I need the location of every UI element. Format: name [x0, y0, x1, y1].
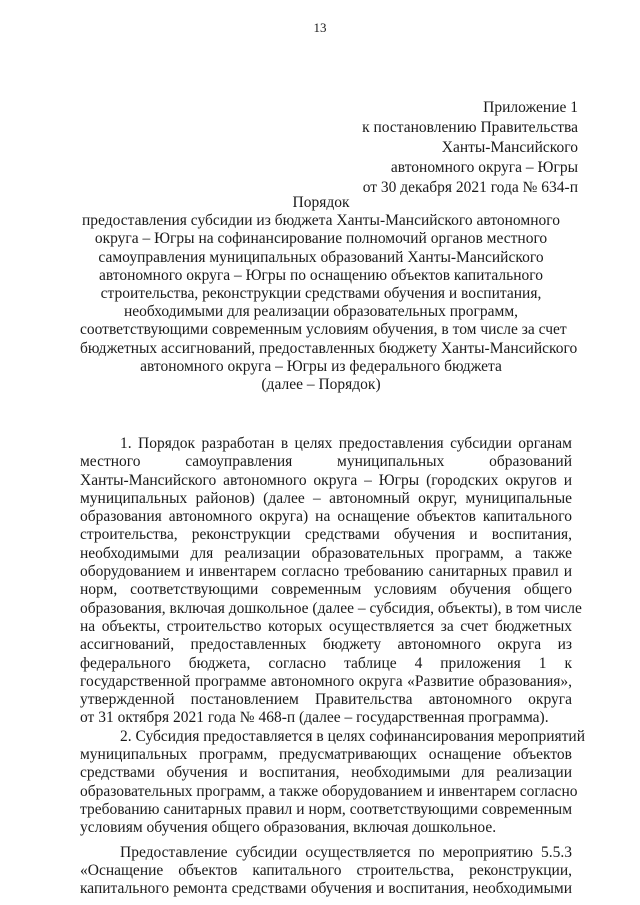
appendix-header — [298, 98, 578, 198]
text-line: образования, включая дошкольное (далее – субсидия, объекты), в том числе — [80, 599, 582, 617]
title-line: предоставления субсидии из бюджета Ханты-Мансийского автономного — [82, 212, 560, 230]
title-heading: Порядок — [292, 194, 350, 211]
text-line: федерального бюджета, согласно таблице 4 приложения 1 к — [80, 654, 572, 672]
text-line: местного самоуправления муниципальных образований — [80, 453, 572, 471]
paragraph-2 — [80, 727, 585, 838]
text-line: оборудованием и инвентарем согласно требованию санитарных правил и — [80, 563, 572, 581]
title-line: соответствующими современным условиям обучения, в том числе за счет — [80, 321, 567, 339]
text-line: образования автономного округа) на оснащение объектов капитального — [80, 508, 572, 526]
title-line: округа – Югры на софинансирование полномочий органов местного — [94, 230, 548, 248]
paragraph-3 — [80, 844, 572, 899]
document-body — [80, 435, 585, 898]
text-line: Предоставление субсидии осуществляется по мероприятию 5.5.3 — [120, 843, 572, 861]
text-line: государственной программе автономного округа «Развитие образования», — [80, 672, 572, 690]
page-number: 13 — [313, 20, 327, 35]
title-line: самоуправления муниципальных образований Ханты-Мансийского — [98, 248, 544, 266]
text-line: утвержденной постановлением Правительства автономного округа — [80, 691, 572, 709]
title-line: автономного округа – Югры по оснащению объектов капитального — [98, 266, 544, 284]
appendix-line: Приложение 1 — [483, 99, 578, 116]
title-line: (далее – Порядок) — [261, 376, 381, 394]
text-line: «Оснащение объектов капитального строительства, реконструкции, — [80, 861, 572, 879]
appendix-line: автономного округа – Югры — [390, 159, 578, 176]
text-line: средствами обучения и воспитания, необходимыми для реализации — [80, 764, 572, 782]
text-line: муниципальных программ, предусматривающих оснащение объектов — [80, 746, 572, 764]
text-line: норм, соответствующими современным условиям обучения общего — [80, 581, 572, 599]
text-line: необходимыми для реализации образовательных программ, а также — [80, 544, 572, 562]
text-line: ассигнований, предоставленных бюджету автономного округа из — [80, 636, 572, 654]
title-line: строительства, реконструкции средствами обучения и воспитания, — [100, 285, 542, 303]
text-line: образовательных программ, а также оборудованием и инвентарем согласно — [80, 782, 578, 800]
text-line: строительства, реконструкции средствами обучения и воспитания, — [80, 526, 572, 544]
appendix-line: от 30 декабря 2021 года № 634-п — [362, 179, 578, 196]
document-title — [80, 194, 578, 394]
text-line: 2. Субсидия предоставляется в целях софинансирования мероприятий — [120, 727, 585, 745]
text-line: Ханты-Мансийского автономного округа – Югры (городских округов и — [80, 471, 572, 489]
text-line: требованию санитарных правил и норм, соответствующими современным — [80, 800, 572, 818]
text-line: 1. Порядок разработан в целях предоставления субсидии органам — [120, 435, 572, 452]
text-line: на объекты, строительство которых осуществляется за счет бюджетных — [80, 617, 572, 635]
title-line: автономного округа – Югры из федерального бюджета — [140, 357, 502, 375]
paragraph-1 — [80, 435, 582, 728]
appendix-line: Ханты-Мансийского — [441, 139, 578, 156]
text-line: капитального ремонта средствами обучения и воспитания, необходимыми — [80, 880, 572, 898]
title-line: необходимыми для реализации образовательных программ, — [123, 303, 519, 321]
text-line: от 31 октября 2021 года № 468-п (далее – государственная программа). — [80, 709, 549, 727]
text-line: условиям обучения общего образования, включая дошкольное. — [80, 819, 497, 837]
appendix-line: к постановлению Правительства — [362, 119, 578, 136]
title-line: бюджетных ассигнований, предоставленных бюджету Ханты-Мансийского — [80, 339, 578, 357]
text-line: муниципальных районов) (далее – автономный округ, муниципальные — [80, 489, 572, 507]
